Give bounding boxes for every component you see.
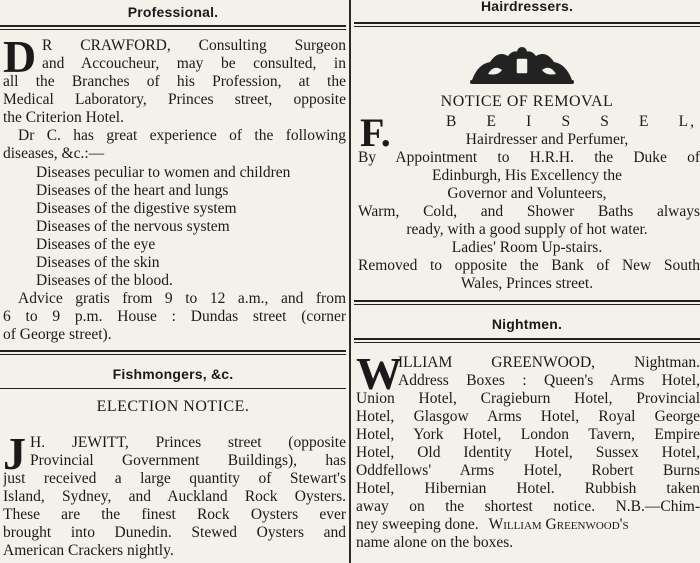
ad-line: Address Boxes : Queen's Arms Hotel, — [398, 372, 700, 389]
section-rule — [0, 350, 346, 355]
ad-line: Governor and Volunteers, — [447, 185, 607, 202]
ad-line: away on the shortest notice. N.B.—Chim- — [356, 498, 700, 515]
disease-item: Diseases of the skin — [36, 254, 160, 271]
ad-line: and Accoucheur, may be consulted, in — [42, 55, 346, 72]
ad-line: the Criterion Hotel. — [3, 109, 124, 126]
disease-item: Diseases of the eye — [36, 236, 156, 253]
ad-line: brought into Dunedin. Stewed Oysters and — [3, 524, 346, 541]
section-rule — [0, 25, 346, 30]
ad-signature-name: William Greenwood's — [488, 516, 629, 533]
ad-line: These are the finest Rock Oysters ever — [3, 506, 346, 523]
ad-line: all the Branches of his Profession, at the — [3, 73, 346, 90]
ad-line: Hotel, Old Identity Hotel, Sussex Hotel, — [356, 444, 700, 461]
ad-line: Hairdresser and Perfumer, — [465, 131, 629, 148]
section-rule-thin — [0, 388, 346, 389]
ad-line: 6 to 9 p.m. House : Dundas street (corner — [3, 308, 346, 325]
section-rule — [354, 22, 700, 27]
ad-line: Medical Laboratory, Princes street, opposite — [3, 91, 346, 108]
ad-line: R CRAWFORD, Consulting Surgeon — [42, 37, 346, 54]
ad-line: ILLIAM GREENWOOD, Nightman. — [398, 354, 700, 371]
ad-line: Removed to opposite the Bank of New South — [358, 257, 700, 274]
ad-line: diseases, &c.:— — [3, 145, 105, 162]
ad-line: Wales, Princes street. — [460, 275, 594, 292]
ad-line: Dr C. has great experience of the following — [18, 127, 346, 144]
left-column — [0, 0, 346, 563]
ad-line: By Appointment to H.R.H. the Duke of — [358, 149, 700, 166]
ad-name-spaced: B E I S S E L, — [446, 113, 696, 130]
ad-line: ready, with a good supply of hot water. — [406, 221, 648, 238]
section-heading-professional: Professional. — [127, 4, 219, 20]
section-heading-nightmen: Nightmen. — [491, 316, 563, 332]
ad-line: of George street). — [3, 326, 112, 343]
disease-item: Diseases of the nervous system — [36, 218, 230, 235]
right-column — [354, 0, 700, 563]
ad-line: Advice gratis from 9 to 12 a.m., and from — [18, 290, 346, 307]
ad-line: American Crackers nightly. — [3, 542, 174, 559]
ad-line: H. JEWITT, Princes street (opposite — [30, 434, 346, 451]
column-divider — [349, 0, 351, 563]
ad-line: Edinburgh, His Excellency the — [432, 167, 622, 184]
section-heading-fishmongers: Fishmongers, &c. — [112, 366, 234, 382]
ad-line: Hotel, York Hotel, London Tavern, Empire — [356, 426, 700, 443]
ad-notice-title: NOTICE OF REMOVAL — [440, 93, 614, 110]
section-rule — [354, 300, 700, 305]
ad-line: Oddfellows' Arms Hotel, Robert Burns — [356, 462, 700, 479]
disease-item: Diseases peculiar to women and children — [36, 164, 291, 181]
ad-line: Hotel, Glasgow Arms Hotel, Royal George — [356, 408, 700, 425]
dropcap-j: J — [3, 428, 26, 479]
disease-item: Diseases of the digestive system — [36, 200, 237, 217]
disease-item: Diseases of the heart and lungs — [36, 182, 229, 199]
dropcap-f: F. — [360, 110, 391, 155]
ad-line: Warm, Cold, and Shower Baths always — [358, 203, 700, 220]
ad-line: Hotel, Hibernian Hotel. Rubbish taken — [356, 480, 700, 497]
section-rule — [354, 338, 700, 343]
ad-subheading: ELECTION NOTICE. — [96, 398, 250, 415]
ad-line — [356, 516, 700, 533]
ad-line: name alone on the boxes. — [356, 534, 514, 551]
dropcap-d: D — [3, 31, 37, 82]
ad-line: just received a large quantity of Stewart's — [3, 470, 346, 487]
dropcap-w: W — [356, 348, 402, 399]
section-heading-hairdressers: Hairdressers. — [480, 0, 574, 14]
ad-line: Provincial Government Buildings), has — [30, 452, 346, 469]
ad-line: Island, Sydney, and Auckland Rock Oysters. — [3, 488, 346, 505]
ad-line: Ladies' Room Up-stairs. — [451, 239, 603, 256]
ad-line-part: ney sweeping done. — [356, 516, 479, 533]
royal-coat-of-arms-ornament — [468, 44, 576, 86]
disease-item: Diseases of the blood. — [36, 272, 173, 289]
ad-line: Union Hotel, Cragieburn Hotel, Provincial — [356, 390, 700, 407]
